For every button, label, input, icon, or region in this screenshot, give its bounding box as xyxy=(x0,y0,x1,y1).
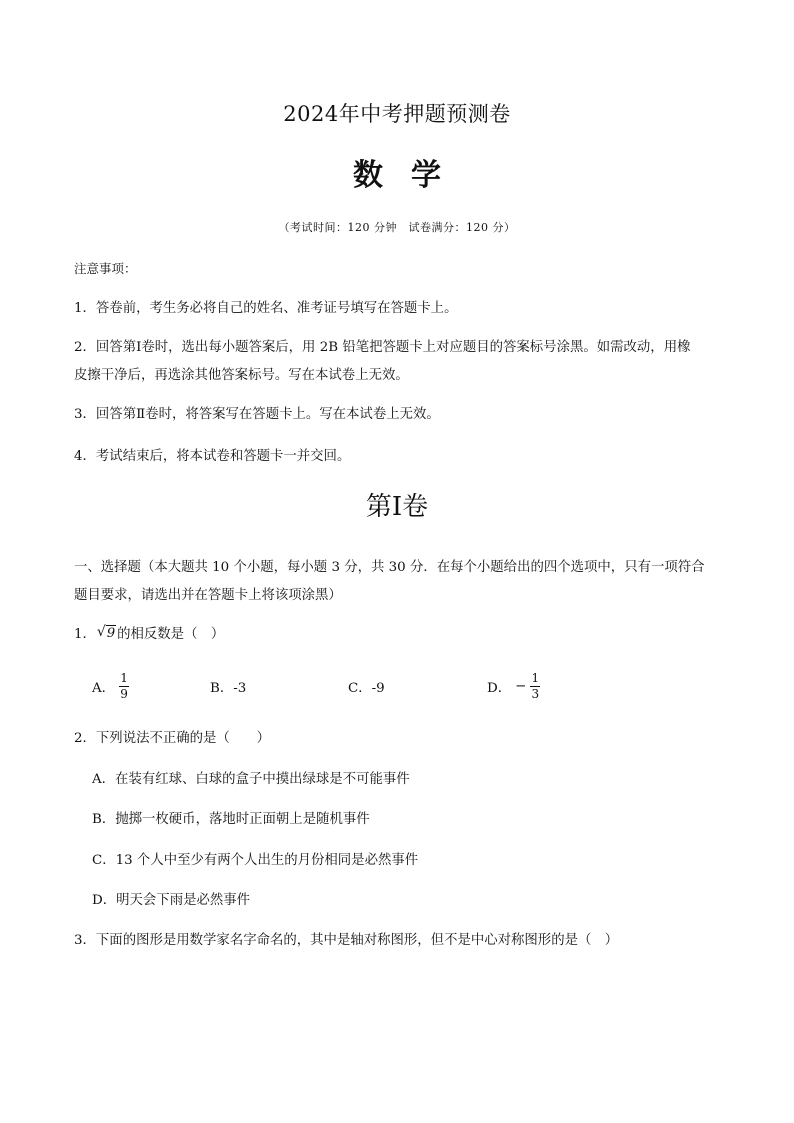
question-1-options xyxy=(92,666,712,706)
note-item: 4．考试结束后，将本试卷和答题卡一并交回。 xyxy=(74,449,351,464)
note-item: 3．回答第Ⅱ卷时，将答案写在答题卡上。写在本试卷上无效。 xyxy=(74,407,440,422)
radicand: 9 xyxy=(106,626,116,641)
option-label: A． xyxy=(92,680,116,696)
section-title: 第Ⅰ卷 xyxy=(365,492,429,522)
question-2-option-c: C．13 个人中至少有两个人出生的月份相同是必然事件 xyxy=(92,853,419,868)
option-b: B．-3 xyxy=(210,680,247,696)
option-d xyxy=(487,666,540,706)
question-1-stem xyxy=(74,623,224,642)
radical-sign: √ xyxy=(96,624,106,640)
note-item: 1．答卷前，考生务必将自己的姓名、准考证号填写在答题卡上。 xyxy=(74,301,458,316)
numerator: 1 xyxy=(120,670,128,685)
minus-sign: − xyxy=(515,678,527,694)
fraction xyxy=(119,671,129,702)
subject-title: 数学 xyxy=(353,158,469,193)
option-c: C．-9 xyxy=(348,680,385,696)
exam-title: 2024年中考押题预测卷 xyxy=(283,102,511,126)
option-a xyxy=(92,666,129,706)
question-2-option-d: D．明天会下雨是必然事件 xyxy=(92,893,251,908)
question-number: 1． xyxy=(74,627,96,642)
note-item: 2．回答第Ⅰ卷时，选出每小题答案后，用 2B 铅笔把答题卡上对应题目的答案标号涂黑。如需改动，用橡 xyxy=(74,340,691,355)
notes-heading: 注意事项： xyxy=(74,261,137,276)
note-item: 皮擦干净后，再选涂其他答案标号。写在本试卷上无效。 xyxy=(74,368,409,383)
question-2-option-a: A．在装有红球、白球的盒子中摸出绿球是不可能事件 xyxy=(92,772,410,787)
question-3-stem: 3．下面的图形是用数学家名字命名的，其中是轴对称图形，但不是中心对称图形的是（ ） xyxy=(74,933,619,948)
question-2-option-b: B．抛掷一枚硬币，落地时正面朝上是随机事件 xyxy=(92,812,370,827)
option-label: D． xyxy=(487,680,512,696)
section-instructions: 一、选择题（本大题共 10 个小题，每小题 3 分，共 30 分．在每个小题给出的四个选项中，只有一项符合 xyxy=(74,560,705,575)
question-text: 的相反数是（ ） xyxy=(117,627,225,642)
fraction xyxy=(530,671,540,702)
exam-meta: （考试时间：120 分钟 试卷满分：120 分） xyxy=(278,221,516,234)
question-2-stem: 2．下列说法不正确的是（ ） xyxy=(74,731,270,746)
denominator: 3 xyxy=(531,686,540,701)
sqrt-expression xyxy=(97,624,116,641)
numerator: 1 xyxy=(531,670,540,685)
section-instructions: 题目要求，请选出并在答题卡上将该项涂黑） xyxy=(74,588,342,603)
denominator: 9 xyxy=(120,686,128,701)
